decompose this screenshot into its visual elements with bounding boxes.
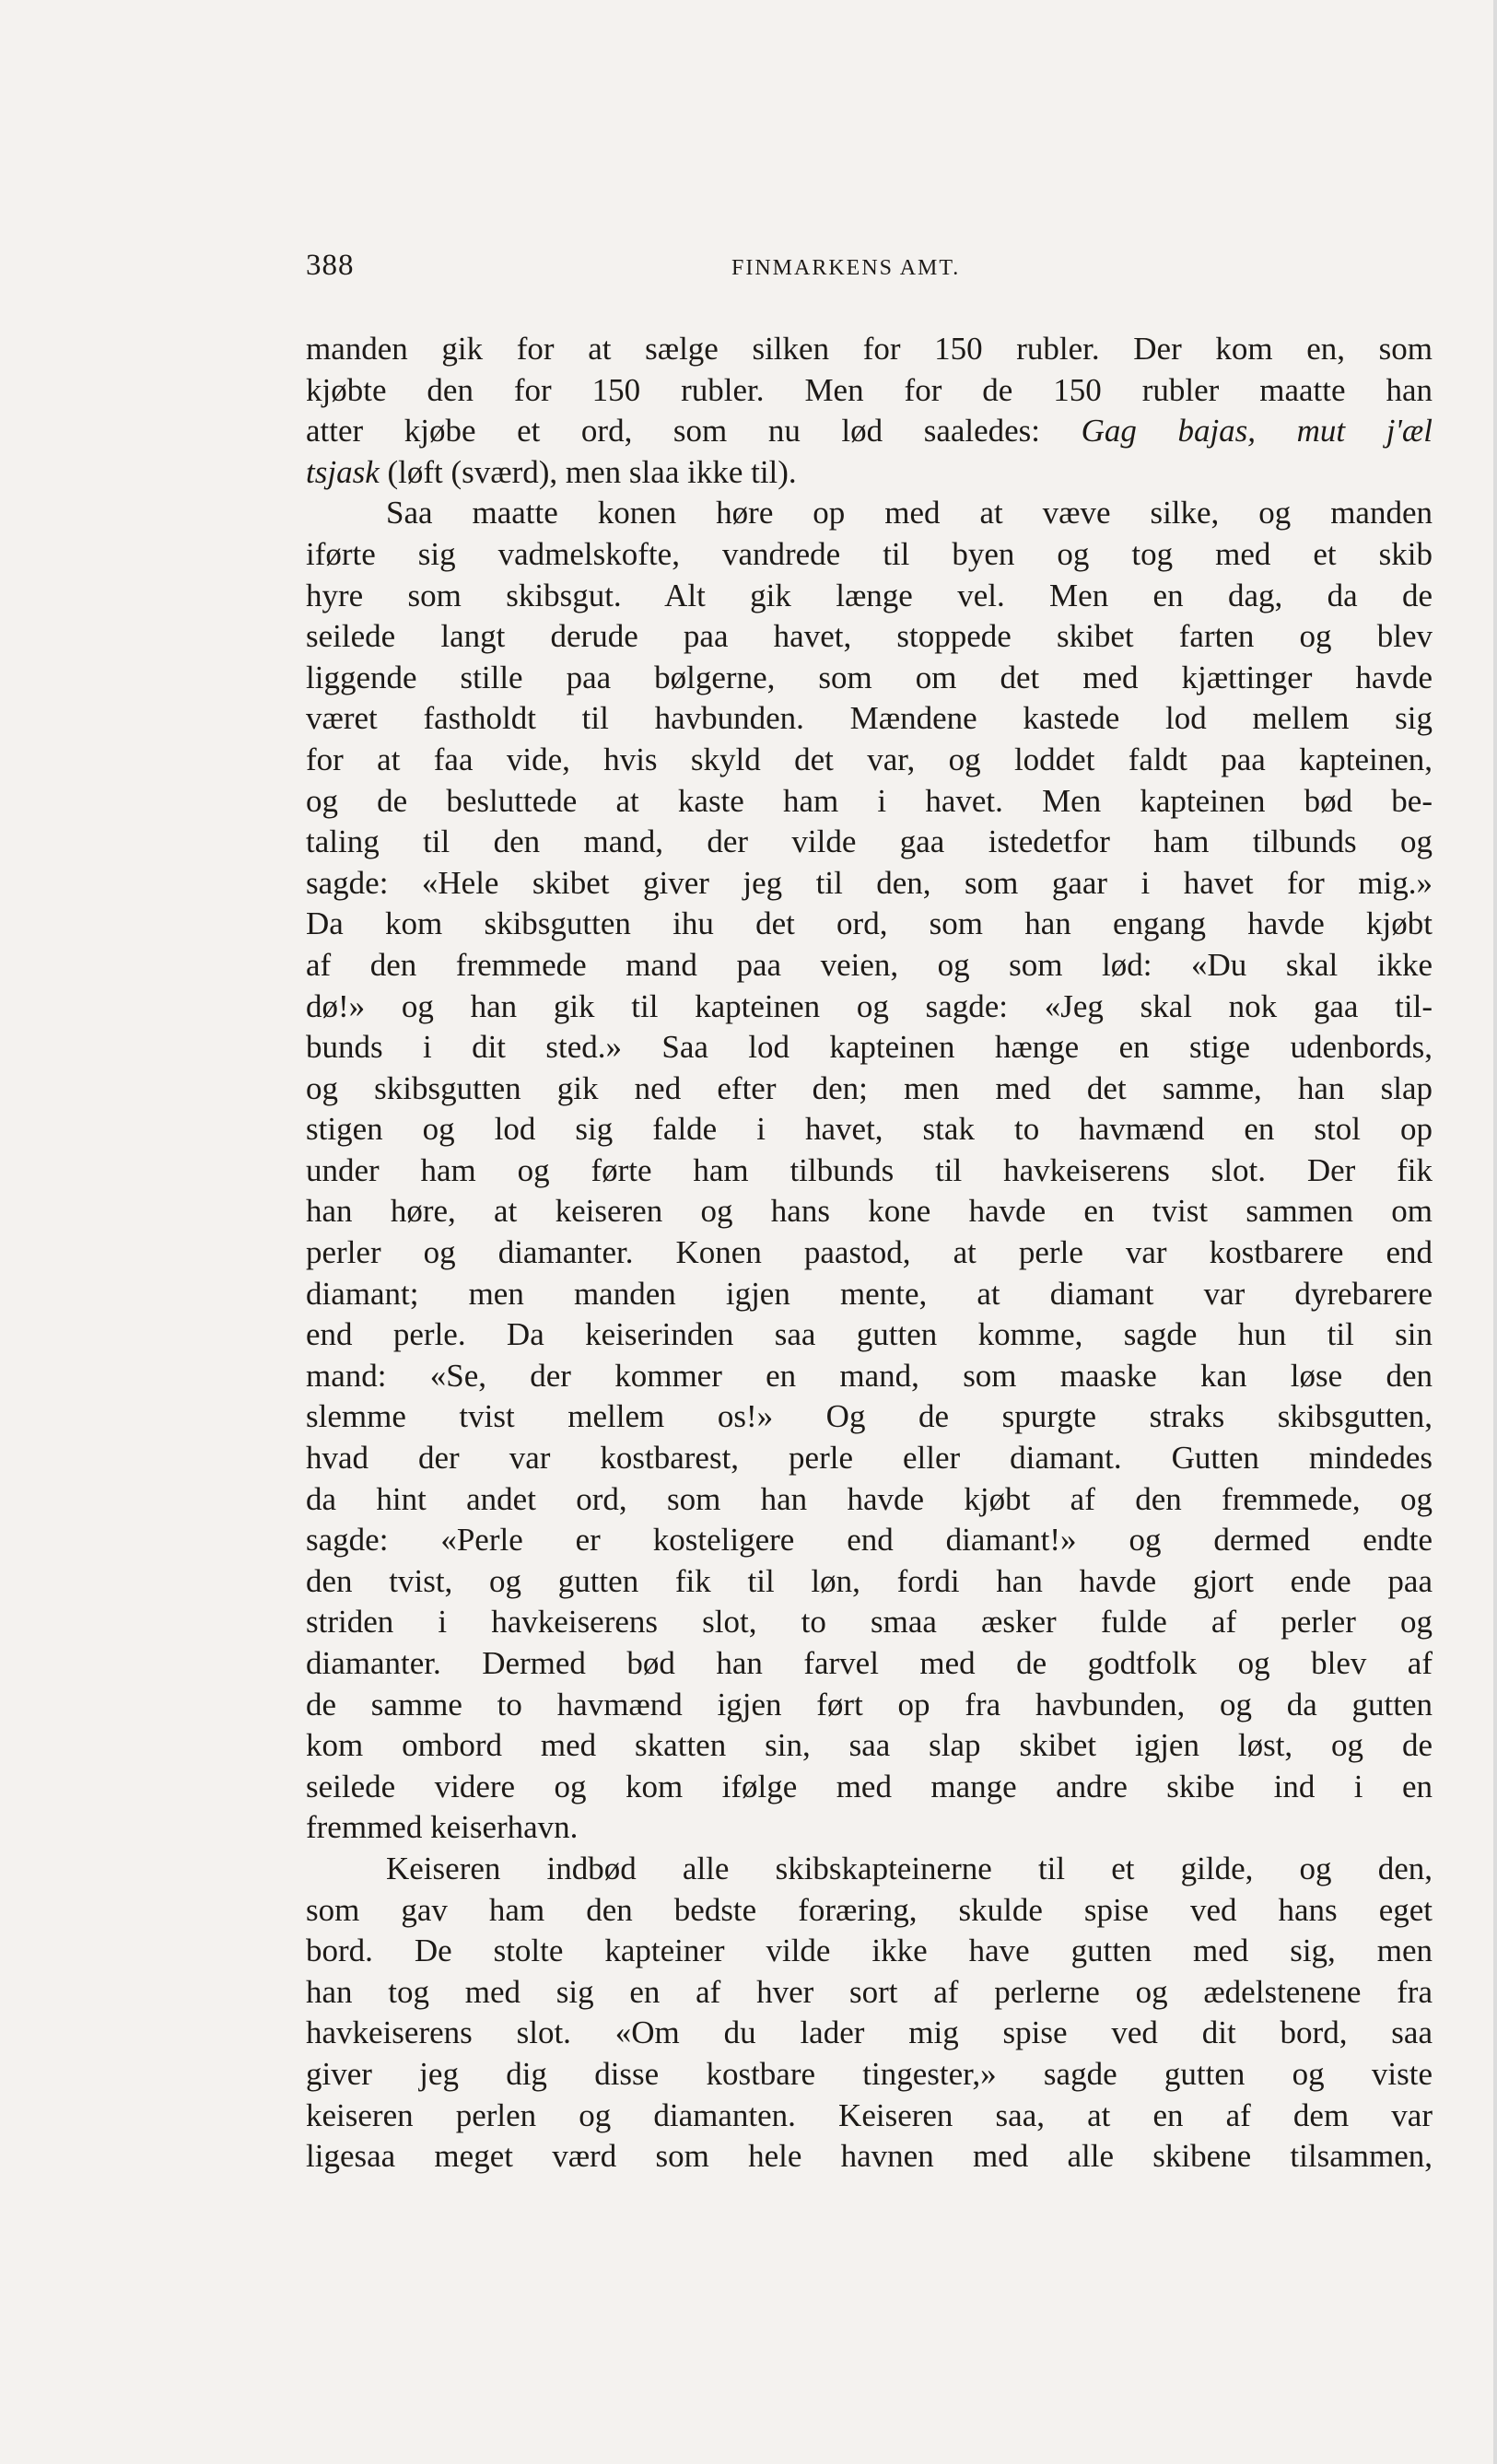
text-run: (løft (sværd), men slaa ikke til). xyxy=(387,453,797,490)
text-line: manden gik for at sælge silken for 150 rubler. Der kom en, som xyxy=(306,331,1433,367)
body-text xyxy=(306,329,1433,2178)
text-line: keiseren perlen og diamanten. Keiseren saa, at en af dem var xyxy=(306,2096,1433,2133)
text-run: atter kjøbe et ord, som nu lød saaledes: xyxy=(306,413,1041,450)
text-line: bunds i dit sted.» Saa lod kapteinen hænge en stige udenbords, xyxy=(306,1029,1433,1066)
text-line: taling til den mand, der vilde gaa istedetfor ham tilbunds og xyxy=(306,823,1433,860)
text-line: af den fremmede mand paa veien, og som lød: «Du skal ikke xyxy=(306,946,1433,983)
text-line: de samme to havmænd igjen ført op fra havbunden, og da gutten xyxy=(306,1686,1433,1722)
text-line: end perle. Da keiserinden saa gutten komme, sagde hun til sin xyxy=(306,1316,1433,1353)
text-line: været fastholdt til havbunden. Mændene kastede lod mellem sig xyxy=(306,700,1433,737)
text-line: iførte sig vadmelskofte, vandrede til byen og tog med et skib xyxy=(306,535,1433,572)
text-line: Saa maatte konen høre op med at væve silke, og manden xyxy=(386,495,1433,531)
text-line: seilede langt derude paa havet, stoppede skibet farten og blev xyxy=(306,618,1433,655)
text-line: fremmed keiserhavn. xyxy=(306,1809,579,1846)
page-edge xyxy=(1493,0,1497,2464)
text-line: kom ombord med skatten sin, saa slap skibet igjen løst, og de xyxy=(306,1727,1433,1764)
text-line: liggende stille paa bølgerne, som om det med kjættinger havde xyxy=(306,659,1433,695)
text-line: hyre som skibsgut. Alt gik længe vel. Men en dag, da de xyxy=(306,577,1433,613)
text-line: Keiseren indbød alle skibskapteinerne til et gilde, og den, xyxy=(386,1850,1433,1886)
text-line: han høre, at keiseren og hans kone havde en tvist sammen om xyxy=(306,1193,1433,1230)
text-line: mand: «Se, der kommer en mand, som maaske kan løse den xyxy=(306,1357,1433,1394)
text-line: stigen og lod sig falde i havet, stak to havmænd en stol op xyxy=(306,1111,1433,1148)
text-line: hvad der var kostbarest, perle eller diamant. Gutten mindedes xyxy=(306,1440,1433,1477)
text-line: diamant; men manden igjen mente, at diamant var dyrebarere xyxy=(306,1275,1433,1312)
page-header xyxy=(306,249,1433,295)
text-line: giver jeg dig disse kostbare tingester,» sagde gutten og viste xyxy=(306,2055,1433,2092)
italic-phrase: Gag bajas, mut j'æl xyxy=(1081,413,1433,450)
text-line: ligesaa meget værd som hele havnen med alle skibene tilsammen, xyxy=(306,2138,1433,2175)
text-line: dø!» og han gik til kapteinen og sagde: «Jeg skal nok gaa til- xyxy=(306,987,1433,1024)
text-line: under ham og førte ham tilbunds til havkeiserens slot. Der fik xyxy=(306,1151,1433,1188)
text-line: den tvist, og gutten fik til løn, fordi han havde gjort ende paa xyxy=(306,1562,1433,1599)
text-line xyxy=(306,411,1433,452)
page-number: 388 xyxy=(306,249,355,282)
text-line: da hint andet ord, som han havde kjøbt af den fremmede, og xyxy=(306,1480,1433,1517)
text-line: sagde: «Perle er kosteligere end diamant!» og dermed endte xyxy=(306,1522,1433,1559)
text-line: havkeiserens slot. «Om du lader mig spise ved dit bord, saa xyxy=(306,2014,1433,2051)
text-line: og de besluttede at kaste ham i havet. Men kapteinen bød be- xyxy=(306,782,1433,819)
italic-phrase: tsjask xyxy=(306,453,380,490)
text-line: bord. De stolte kapteiner vilde ikke have gutten med sig, men xyxy=(306,1933,1433,1969)
text-line: perler og diamanter. Konen paastod, at perle var kostbarere end xyxy=(306,1234,1433,1271)
text-line: seilede videre og kom ifølge med mange andre skibe ind i en xyxy=(306,1768,1433,1804)
text-line: han tog med sig en af hver sort af perlerne og ædelstenene fra xyxy=(306,1973,1433,2010)
text-line: som gav ham den bedste foræring, skulde spise ved hans eget xyxy=(306,1891,1433,1928)
text-line: for at faa vide, hvis skyld det var, og loddet faldt paa kapteinen, xyxy=(306,741,1433,777)
text-line: Da kom skibsgutten ihu det ord, som han engang havde kjøbt xyxy=(306,905,1433,942)
text-line: og skibsgutten gik ned efter den; men med det samme, han slap xyxy=(306,1069,1433,1106)
text-line xyxy=(306,452,1433,494)
text-line: kjøbte den for 150 rubler. Men for de 150 rubler maatte han xyxy=(306,371,1433,408)
text-line: diamanter. Dermed bød han farvel med de godtfolk og blev af xyxy=(306,1645,1433,1681)
text-line: striden i havkeiserens slot, to smaa æsker fulde af perler og xyxy=(306,1604,1433,1641)
text-line: slemme tvist mellem os!» Og de spurgte straks skibsgutten, xyxy=(306,1398,1433,1435)
text-line: sagde: «Hele skibet giver jeg til den, som gaar i havet for mig.» xyxy=(306,864,1433,901)
running-head: FINMARKENS AMT. xyxy=(731,256,961,280)
